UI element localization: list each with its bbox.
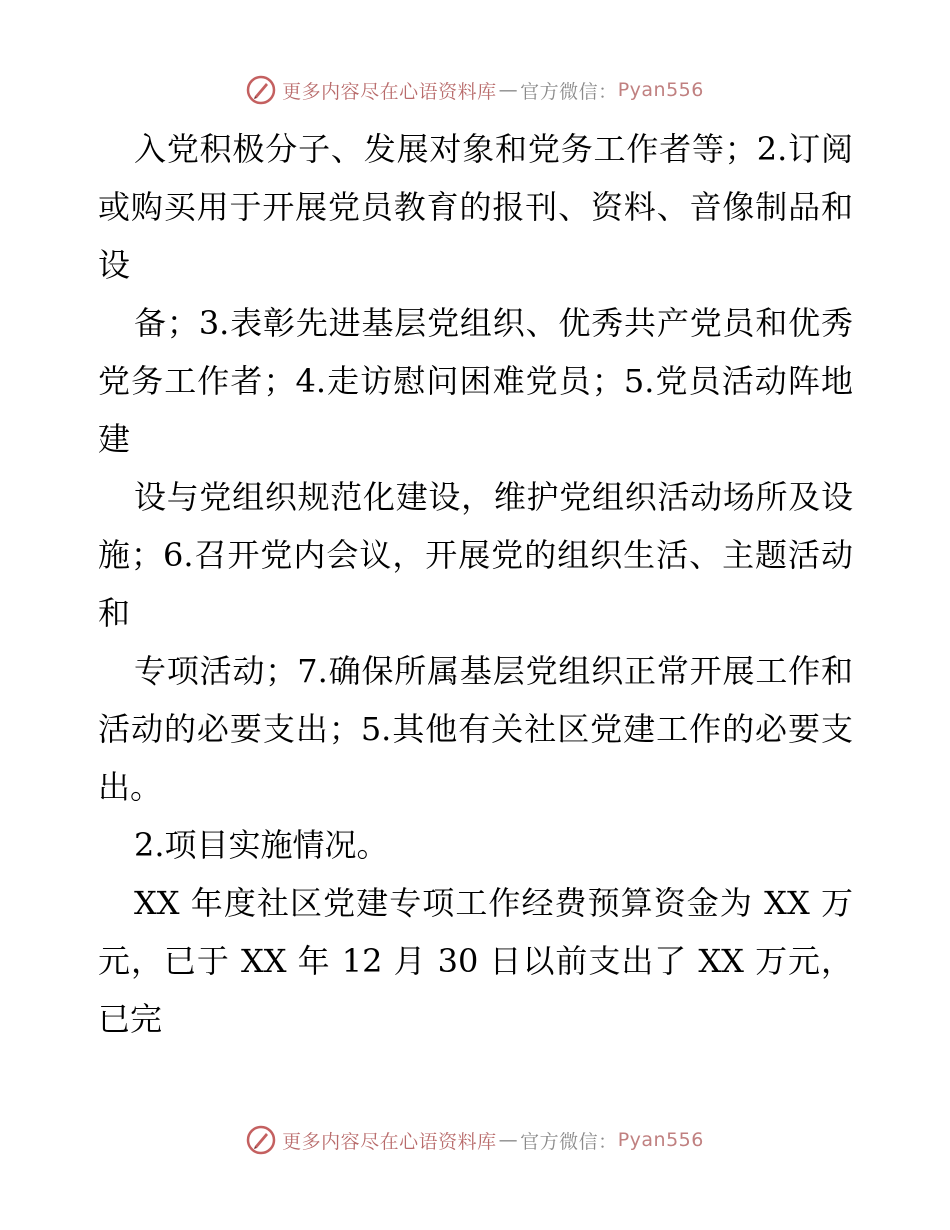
header-watermark [0, 70, 950, 110]
watermark-id: Pyan556 [617, 1129, 704, 1151]
watermark-separator: — [498, 79, 519, 101]
paragraph-1: 入党积极分子、发展对象和党务工作者等；2.订阅或购买用于开展党员教育的报刊、资料、音像制品和设 [98, 130, 853, 284]
quill-pen-icon [246, 1125, 276, 1155]
watermark-label: 官方微信： [520, 1130, 618, 1153]
watermark-label: 官方微信： [520, 80, 618, 103]
paragraph-6: XX 年度社区党建专项工作经费预算资金为 XX 万元，已于 XX 年 12 月 30 日以前支出了 XX 万元，已完 [98, 884, 853, 1038]
footer-watermark [0, 1120, 950, 1160]
document-body [98, 120, 853, 1048]
paragraph-5: 2.项目实施情况。 [134, 826, 389, 864]
paragraph-3: 设与党组织规范化建设，维护党组织活动场所及设施；6.召开党内会议，开展党的组织生活、主题活动和 [98, 478, 853, 632]
watermark-separator: — [498, 1129, 519, 1151]
watermark-id: Pyan556 [617, 79, 704, 101]
watermark-text: 更多内容尽在心语资料库 [282, 1130, 497, 1153]
paragraph-2: 备；3.表彰先进基层党组织、优秀共产党员和优秀党务工作者；4.走访慰问困难党员；5.党员活动阵地建 [98, 304, 853, 458]
paragraph-4: 专项活动；7.确保所属基层党组织正常开展工作和活动的必要支出；5.其他有关社区党建工作的必要支出。 [98, 652, 853, 806]
quill-pen-icon [246, 75, 276, 105]
watermark-text: 更多内容尽在心语资料库 [282, 80, 497, 103]
